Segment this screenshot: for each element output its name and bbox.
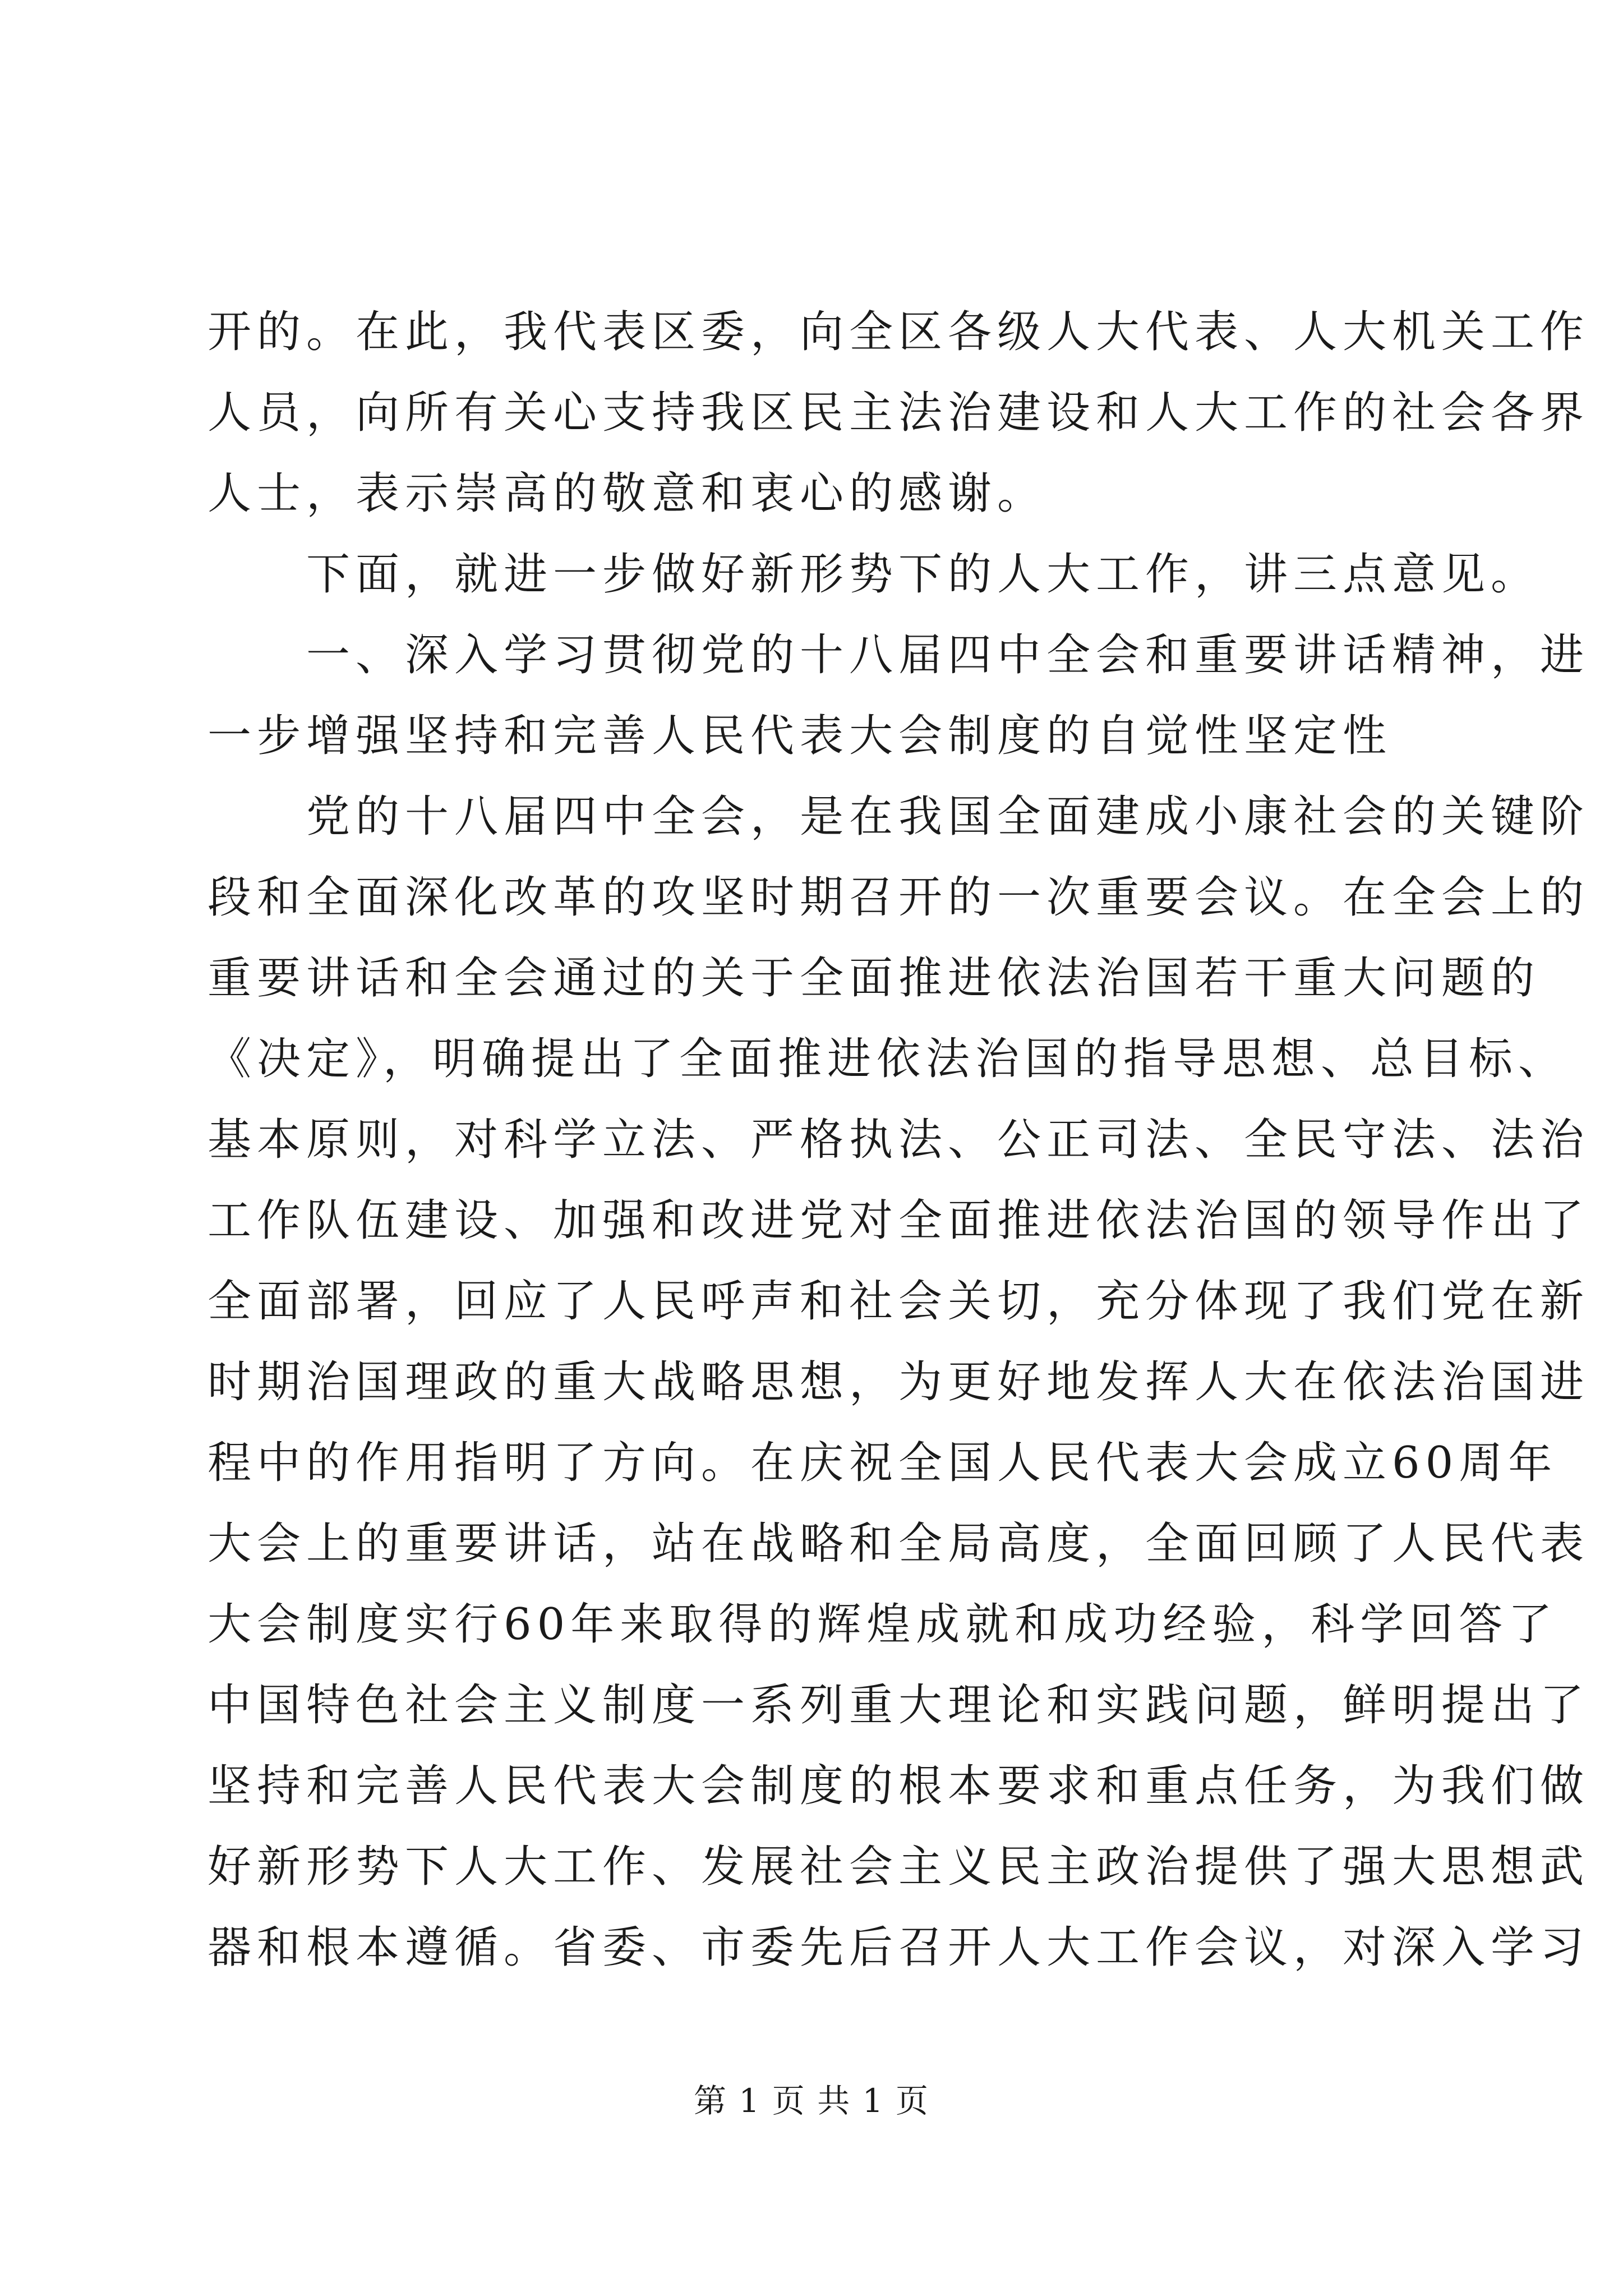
document-body [208,292,1590,1988]
page-number: 第 1 页 共 1 页 [694,2082,929,2120]
page-footer [0,2078,1623,2123]
text-line: 程中的作用指明了方向。在庆祝全国人民代表大会成立60周年 [208,1438,1558,1488]
text-line: 大会上的重要讲话，站在战略和全局高度，全面回顾了人民代表 [208,1519,1590,1569]
text-line: 时期治国理政的重大战略思想，为更好地发挥人大在依法治国进 [208,1357,1590,1407]
text-line: 基本原则，对科学立法、严格执法、公正司法、全民守法、法治 [208,1115,1590,1165]
text-line: 人士，表示崇高的敬意和衷心的感谢。 [208,468,1047,519]
text-line: 《决定》，明确提出了全面推进依法治国的指导思想、总目标、 [208,1034,1568,1084]
text-line: 器和根本遵循。省委、市委先后召开人大工作会议，对深入学习 [208,1922,1590,1973]
text-line: 中国特色社会主义制度一系列重大理论和实践问题，鲜明提出了 [208,1680,1590,1731]
text-line: 段和全面深化改革的攻坚时期召开的一次重要会议。在全会上的 [208,872,1590,923]
text-line: 下面，就进一步做好新形势下的人大工作，讲三点意见。 [208,549,1541,600]
text-line: 开的。在此，我代表区委，向全区各级人大代表、人大机关工作 [208,307,1590,357]
text-line: 大会制度实行60年来取得的辉煌成就和成功经验，科学回答了 [208,1599,1558,1650]
section-heading-line: 一步增强坚持和完善人民代表大会制度的自觉性坚定性 [208,711,1393,761]
text-line: 全面部署，回应了人民呼声和社会关切，充分体现了我们党在新 [208,1276,1590,1327]
text-line: 重要讲话和全会通过的关于全面推进依法治国若干重大问题的 [208,953,1541,1004]
text-line: 工作队伍建设、加强和改进党对全面推进依法治国的领导作出了 [208,1195,1590,1246]
section-heading-line: 一、深入学习贯彻党的十八届四中全会和重要讲话精神，进 [208,630,1590,680]
text-line: 党的十八届四中全会，是在我国全面建成小康社会的关键阶 [208,792,1590,842]
text-line: 人员，向所有关心支持我区民主法治建设和人大工作的社会各界 [208,388,1590,438]
text-line: 好新形势下人大工作、发展社会主义民主政治提供了强大思想武 [208,1842,1590,1892]
text-line: 坚持和完善人民代表大会制度的根本要求和重点任务，为我们做 [208,1761,1590,1811]
